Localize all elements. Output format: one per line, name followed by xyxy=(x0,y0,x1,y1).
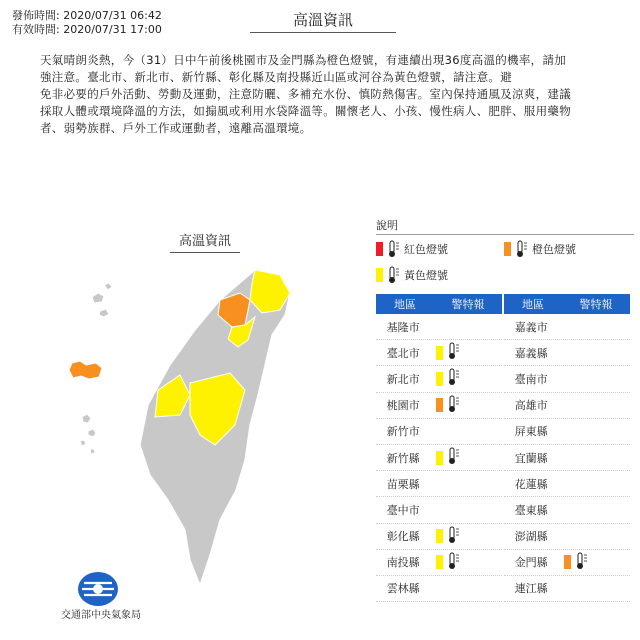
yellow-swatch xyxy=(436,372,443,386)
taiwan-map xyxy=(40,255,330,600)
table-row xyxy=(504,550,630,576)
table-row xyxy=(376,419,502,445)
cwb-logo xyxy=(68,570,128,608)
region-level xyxy=(558,552,630,573)
time-info xyxy=(12,9,162,37)
region-name: 金門縣 xyxy=(514,556,548,570)
region-name: 連江縣 xyxy=(514,582,548,596)
region-name: 基隆市 xyxy=(386,320,420,334)
legend-yellow xyxy=(376,266,504,284)
table-row xyxy=(504,314,630,340)
page-title: 高溫資訊 xyxy=(250,8,396,33)
table-row xyxy=(376,576,502,602)
map-title: 高溫資訊 xyxy=(170,232,240,253)
yellow-swatch xyxy=(436,529,443,543)
thermometer-icon xyxy=(446,552,464,573)
table-row xyxy=(376,393,502,419)
table-row xyxy=(504,471,630,497)
legend-orange xyxy=(504,240,632,258)
legend-orange-label: 橙色燈號 xyxy=(532,243,576,256)
table-row xyxy=(376,524,502,550)
region-name: 嘉義市 xyxy=(514,320,548,334)
table-row xyxy=(504,524,630,550)
region-name: 苗栗縣 xyxy=(386,477,420,491)
penghu-islands xyxy=(80,414,96,454)
region-level xyxy=(430,342,502,363)
region-level xyxy=(430,447,502,468)
region-name: 南投縣 xyxy=(386,556,420,570)
region-name: 新竹縣 xyxy=(386,451,420,465)
valid-time: 2020/07/31 17:00 xyxy=(63,23,162,36)
table-row xyxy=(376,497,502,523)
thermometer-icon xyxy=(446,368,464,389)
table-row xyxy=(504,340,630,366)
region-name: 屏東縣 xyxy=(514,425,548,439)
orange-swatch xyxy=(436,398,443,412)
legend-red xyxy=(376,240,504,258)
thermometer-icon xyxy=(386,266,400,284)
yellow-swatch xyxy=(436,451,443,465)
table-row xyxy=(504,393,630,419)
thermometer-icon xyxy=(514,240,528,258)
thermometer-icon xyxy=(446,342,464,363)
legend-red-label: 紅色燈號 xyxy=(404,243,448,256)
col-area: 地區 xyxy=(522,298,544,311)
agency-name: 交通部中央氣象局 xyxy=(61,610,141,621)
region-list-left xyxy=(376,314,502,602)
thermometer-icon xyxy=(446,526,464,547)
valid-label: 有效時間: xyxy=(12,23,60,36)
region-name: 新北市 xyxy=(386,372,420,386)
table-row xyxy=(376,471,502,497)
col-level: 警特報 xyxy=(451,298,485,311)
issued-time: 2020/07/31 06:42 xyxy=(63,9,162,22)
region-name: 臺東縣 xyxy=(514,503,548,517)
table-row xyxy=(376,340,502,366)
region-level xyxy=(430,368,502,389)
region-level xyxy=(430,526,502,547)
region-name: 彰化縣 xyxy=(386,530,420,544)
yellow-swatch xyxy=(376,268,383,282)
col-area: 地區 xyxy=(394,298,416,311)
region-level xyxy=(430,395,502,416)
thermometer-icon xyxy=(446,447,464,468)
region-name: 臺中市 xyxy=(386,503,420,517)
table-row xyxy=(504,576,630,602)
table-row xyxy=(376,366,502,392)
matsu-islands xyxy=(92,283,112,317)
region-name: 臺北市 xyxy=(386,346,420,360)
warning-description: 天氣晴朗炎熱，今（31）日中午前後桃園市及金門縣為橙色燈號，有連續出現36度高溫的機率，請加 強注意。臺北市、新北市、新竹縣、彰化縣及南投縣近山區或河谷為黃色燈號，請注意。避 免非必要的戶外活動、勞動及運動，注意防曬、多補充水份、慎防熱傷害。室內保持通風及涼爽，建議 採取人體或環境降溫的方法，如搧風或利用水袋降溫等。關懷老人、小孩、慢性病人、肥胖、服用藥物 者、弱勢族群、戶外工作或運動者，遠離高溫環境。 xyxy=(40,53,571,135)
table-header-right xyxy=(504,294,630,314)
table-row xyxy=(504,445,630,471)
region-name: 宜蘭縣 xyxy=(514,451,548,465)
region-list-right xyxy=(504,314,630,602)
region-name: 新竹市 xyxy=(386,425,420,439)
thermometer-icon xyxy=(574,552,592,573)
table-row xyxy=(376,314,502,340)
table-row xyxy=(504,497,630,523)
issued-label: 發佈時間: xyxy=(12,9,60,22)
orange-swatch xyxy=(564,555,571,569)
region-name: 花蓮縣 xyxy=(514,477,548,491)
region-name: 高雄市 xyxy=(514,399,548,413)
region-name: 臺南市 xyxy=(514,372,548,386)
legend-title: 說明 xyxy=(376,218,634,235)
orange-swatch xyxy=(504,242,511,256)
thermometer-icon xyxy=(386,240,400,258)
legend xyxy=(376,218,634,287)
region-name: 雲林縣 xyxy=(386,582,420,596)
table-row xyxy=(504,419,630,445)
region-name: 桃園市 xyxy=(386,399,420,413)
thermometer-icon xyxy=(446,395,464,416)
col-level: 警特報 xyxy=(579,298,613,311)
table-row xyxy=(376,445,502,471)
yellow-swatch xyxy=(436,555,443,569)
region-name: 澎湖縣 xyxy=(514,530,548,544)
table-header-left xyxy=(376,294,502,314)
yellow-swatch xyxy=(436,346,443,360)
legend-yellow-label: 黃色燈號 xyxy=(404,269,448,282)
kinmen-island xyxy=(69,361,102,379)
table-row xyxy=(504,366,630,392)
red-swatch xyxy=(376,242,383,256)
region-level xyxy=(430,552,502,573)
region-name: 嘉義縣 xyxy=(514,346,548,360)
table-row xyxy=(376,550,502,576)
